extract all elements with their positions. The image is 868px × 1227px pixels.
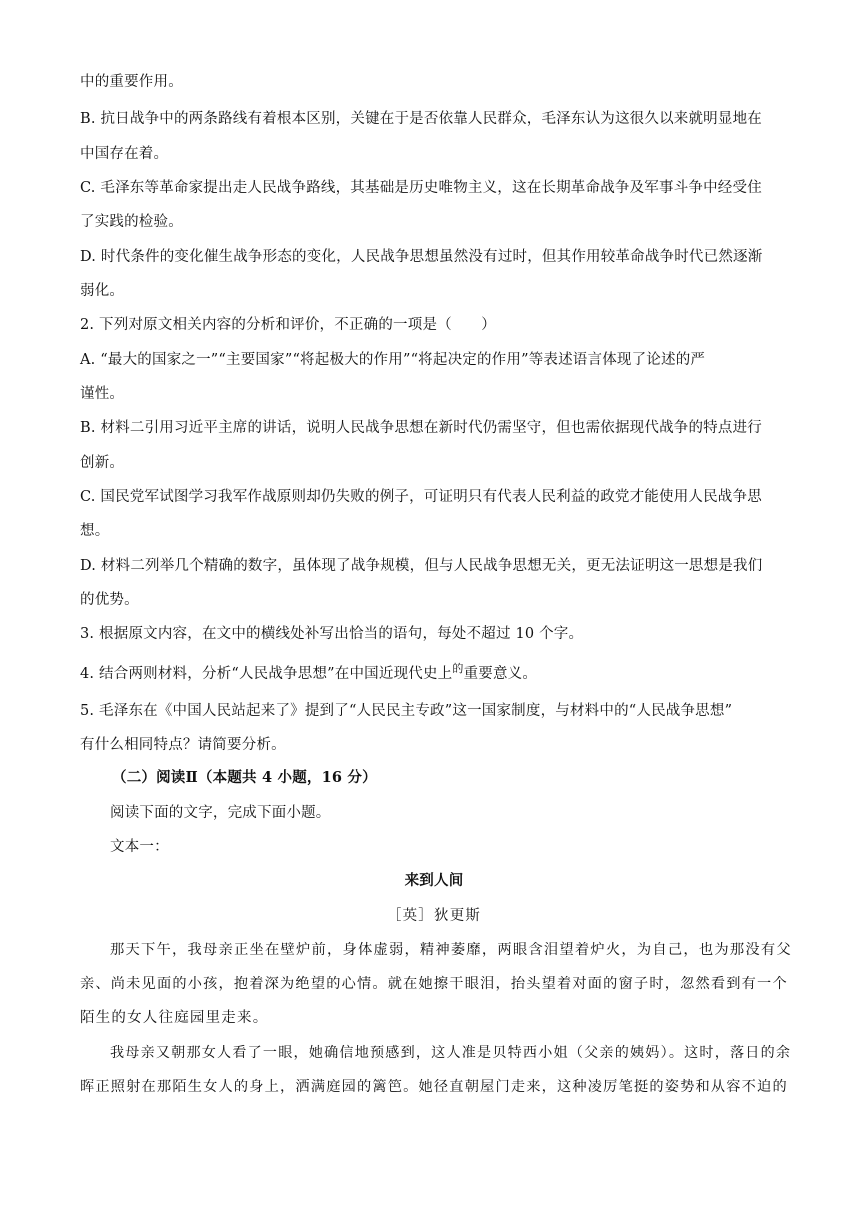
q5-stem-line1: 5. 毛泽东在《中国人民站起来了》提到了“人民民主专政”这一国家制度，与材料中的“人民战争思想” [80,703,733,719]
text-label: 文本一： [110,839,169,855]
q3-stem: 3. 根据原文内容，在文中的横线处补写出恰当的语句，每处不超过 10 个字。 [80,626,584,642]
q2-option-c-line1: C. 国民党军试图学习我军作战原则却仍失败的例子，可证明只有代表人民利益的政党才能使用人民战争思 [80,489,762,505]
q4-text-before: 4. 结合两则材料，分析“人民战争思想”在中国近现代史上 [80,666,453,682]
q1-option-c-line2: 了实践的检验。 [80,214,183,230]
q2-option-a-line2: 谨性。 [80,386,125,402]
q4-text-after: 重要意义。 [463,666,538,682]
q2-option-a-line1: A. “最大的国家之一”“主要国家”“将起极大的作用”“将起决定的作用”等表述语言体现了论述的严 [80,352,706,368]
q1-option-b-line1: B. 抗日战争中的两条路线有着根本区别，关键在于是否依靠人民群众，毛泽东认为这很久以来就明显地在 [80,111,762,127]
story-paragraph2-line1: 我母亲又朝那女人看了一眼，她确信地预感到，这人准是贝特西小姐（父亲的姨妈）。这时，落日的余 [110,1045,792,1061]
story-paragraph1-line3: 陌生的女人往庭园里走来。 [80,1010,269,1026]
story-title: 来到人间 [404,872,464,889]
q4-stem [80,664,537,685]
q1-option-c-continuation: 中的重要作用。 [80,74,183,90]
story-author: ［英］狄更斯 [386,908,482,924]
story-paragraph1-line1: 那天下午，我母亲正坐在壁炉前，身体虚弱，精神萎靡，两眼含泪望着炉火，为自己，也为那没有父 [110,942,792,958]
q1-option-d-line1: D. 时代条件的变化催生战争形态的变化，人民战争思想虽然没有过时，但其作用较革命战争时代已然逐渐 [80,249,763,265]
story-paragraph2-line2: 晖正照射在那陌生女人的身上，洒满庭园的篱笆。她径直朝屋门走来，这种凌厉笔挺的姿势和从容不迫的 [80,1079,788,1095]
q2-option-b-line2: 创新。 [80,455,125,471]
q5-stem-line2: 有什么相同特点？请简要分析。 [80,737,286,753]
section-instruction: 阅读下面的文字，完成下面小题。 [110,805,331,821]
q1-option-d-line2: 弱化。 [80,283,125,299]
q2-option-b-line1: B. 材料二引用习近平主席的讲话，说明人民战争思想在新时代仍需坚守，但也需依据现代战争的特点进行 [80,420,762,436]
q4-superscript: 的 [452,662,464,675]
section-heading: （二）阅读Ⅱ（本题共 4 小题，16 分） [112,769,377,786]
q2-option-d-line1: D. 材料二列举几个精确的数字，虽体现了战争规模，但与人民战争思想无关，更无法证明这一思想是我们 [80,558,763,574]
q2-stem: 2. 下列对原文相关内容的分析和评价，不正确的一项是（ ） [80,317,496,333]
q1-option-c-line1: C. 毛泽东等革命家提出走人民战争路线，其基础是历史唯物主义，这在长期革命战争及军事斗争中经受住 [80,180,762,196]
q2-option-c-line2: 想。 [80,523,110,539]
q2-option-d-line2: 的优势。 [80,592,139,608]
q1-option-b-line2: 中国存在着。 [80,146,169,162]
story-paragraph1-line2: 亲、尚未见面的小孩，抱着深为绝望的心情。就在她擦干眼泪，抬头望着对面的窗子时，忽然看到有一个 [80,976,788,992]
